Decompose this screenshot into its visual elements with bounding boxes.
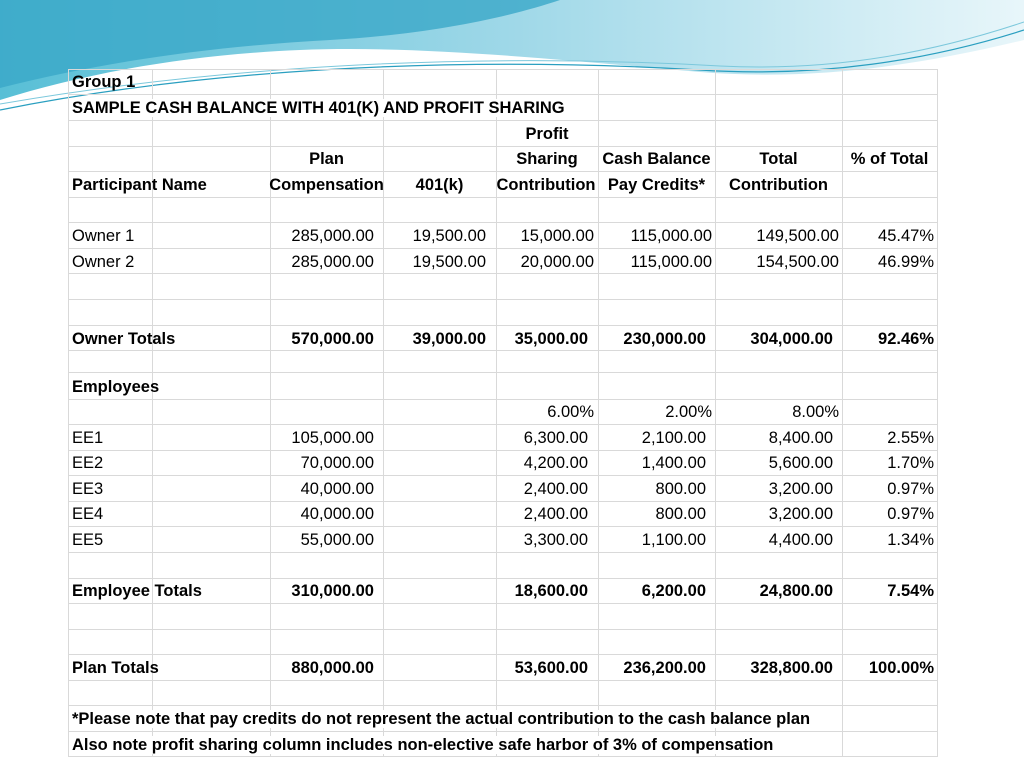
employee-comp: 105,000.00	[291, 429, 374, 447]
note-line: *Please note that pay credits do not represent the actual contribution to the cash balance plan	[72, 710, 814, 728]
employee-ps: 4,200.00	[523, 454, 588, 472]
owner-cb: 115,000.00	[630, 253, 712, 271]
owner-totals-401k: 39,000.00	[412, 330, 486, 348]
owner-totals-comp: 570,000.00	[291, 330, 374, 348]
employee-ps: 6,300.00	[523, 429, 588, 447]
employee-totals-label: Employee Totals	[72, 582, 202, 600]
employee-total: 8,400.00	[768, 429, 833, 447]
owner-ps: 15,000.00	[520, 227, 594, 245]
owner-totals-pct: 92.46%	[878, 330, 934, 348]
group-label: Group 1	[72, 73, 136, 91]
header-plan-1: Plan	[309, 150, 344, 168]
owner-comp: 285,000.00	[291, 227, 374, 245]
employee-cb: 800.00	[655, 480, 706, 498]
plan-totals-cb: 236,200.00	[623, 659, 706, 677]
header-ps-3: Contribution	[496, 176, 596, 194]
header-cb-1: Cash Balance	[602, 150, 711, 168]
employee-cb: 800.00	[655, 505, 706, 523]
owner-total: 149,500.00	[756, 227, 839, 245]
owner-totals-label: Owner Totals	[72, 330, 176, 348]
employee-total: 4,400.00	[768, 531, 833, 549]
owner-name: Owner 2	[72, 253, 135, 271]
owner-totals-cb: 230,000.00	[623, 330, 706, 348]
header-total-1: Total	[759, 150, 798, 168]
owner-401k: 19,500.00	[412, 253, 486, 271]
employee-totals-cb: 6,200.00	[641, 582, 706, 600]
owner-totals-ps: 35,000.00	[514, 330, 588, 348]
employees-label: Employees	[72, 378, 160, 396]
employee-pct: 1.34%	[887, 531, 934, 549]
plan-totals-comp: 880,000.00	[291, 659, 374, 677]
employee-totals-pct: 7.54%	[887, 582, 934, 600]
employee-rate-ps: 6.00%	[547, 403, 594, 421]
plan-totals-pct: 100.00%	[868, 659, 934, 677]
employee-totals-total: 24,800.00	[759, 582, 833, 600]
header-total-2: Contribution	[729, 176, 828, 194]
employee-total: 3,200.00	[768, 480, 833, 498]
employee-pct: 2.55%	[887, 429, 934, 447]
header-plan-2: Compensation	[269, 176, 384, 194]
employee-ps: 2,400.00	[523, 505, 588, 523]
sheet-title: SAMPLE CASH BALANCE WITH 401(K) AND PROFIT SHARING	[72, 99, 565, 117]
employee-cb: 1,400.00	[641, 454, 706, 472]
header-participant: Participant Name	[72, 176, 207, 194]
employee-rate-cb: 2.00%	[665, 403, 712, 421]
employee-name: EE5	[72, 531, 104, 549]
employee-total: 5,600.00	[768, 454, 833, 472]
employee-totals-ps: 18,600.00	[514, 582, 588, 600]
employee-name: EE2	[72, 454, 104, 472]
employee-name: EE4	[72, 505, 104, 523]
employee-totals-comp: 310,000.00	[291, 582, 374, 600]
employee-comp: 40,000.00	[300, 505, 374, 523]
employee-ps: 2,400.00	[523, 480, 588, 498]
employee-pct: 0.97%	[887, 505, 934, 523]
employee-total: 3,200.00	[768, 505, 833, 523]
header-ps-2: Sharing	[516, 150, 578, 168]
header-cb-2: Pay Credits*	[607, 176, 706, 194]
employee-name: EE3	[72, 480, 104, 498]
header-ps-1: Profit	[525, 125, 569, 143]
owner-name: Owner 1	[72, 227, 135, 245]
employee-ps: 3,300.00	[523, 531, 588, 549]
owner-totals-total: 304,000.00	[750, 330, 833, 348]
employee-comp: 40,000.00	[300, 480, 374, 498]
employee-pct: 0.97%	[887, 480, 934, 498]
employee-cb: 2,100.00	[641, 429, 706, 447]
employee-name: EE1	[72, 429, 104, 447]
owner-comp: 285,000.00	[291, 253, 374, 271]
header-401k: 401(k)	[415, 176, 464, 194]
header-pct: % of Total	[850, 150, 929, 168]
plan-totals-label: Plan Totals	[72, 659, 159, 677]
owner-ps: 20,000.00	[520, 253, 594, 271]
owner-cb: 115,000.00	[630, 227, 712, 245]
employee-comp: 55,000.00	[300, 531, 374, 549]
spreadsheet	[68, 69, 938, 757]
plan-totals-ps: 53,600.00	[514, 659, 588, 677]
note-line: Also note profit sharing column includes non-elective safe harbor of 3% of compensation	[72, 736, 777, 754]
owner-401k: 19,500.00	[412, 227, 486, 245]
owner-total: 154,500.00	[756, 253, 839, 271]
employee-pct: 1.70%	[887, 454, 934, 472]
employee-rate-total: 8.00%	[792, 403, 839, 421]
owner-pct: 45.47%	[878, 227, 934, 245]
employee-comp: 70,000.00	[300, 454, 374, 472]
employee-cb: 1,100.00	[641, 531, 706, 549]
owner-pct: 46.99%	[878, 253, 934, 271]
plan-totals-total: 328,800.00	[750, 659, 833, 677]
